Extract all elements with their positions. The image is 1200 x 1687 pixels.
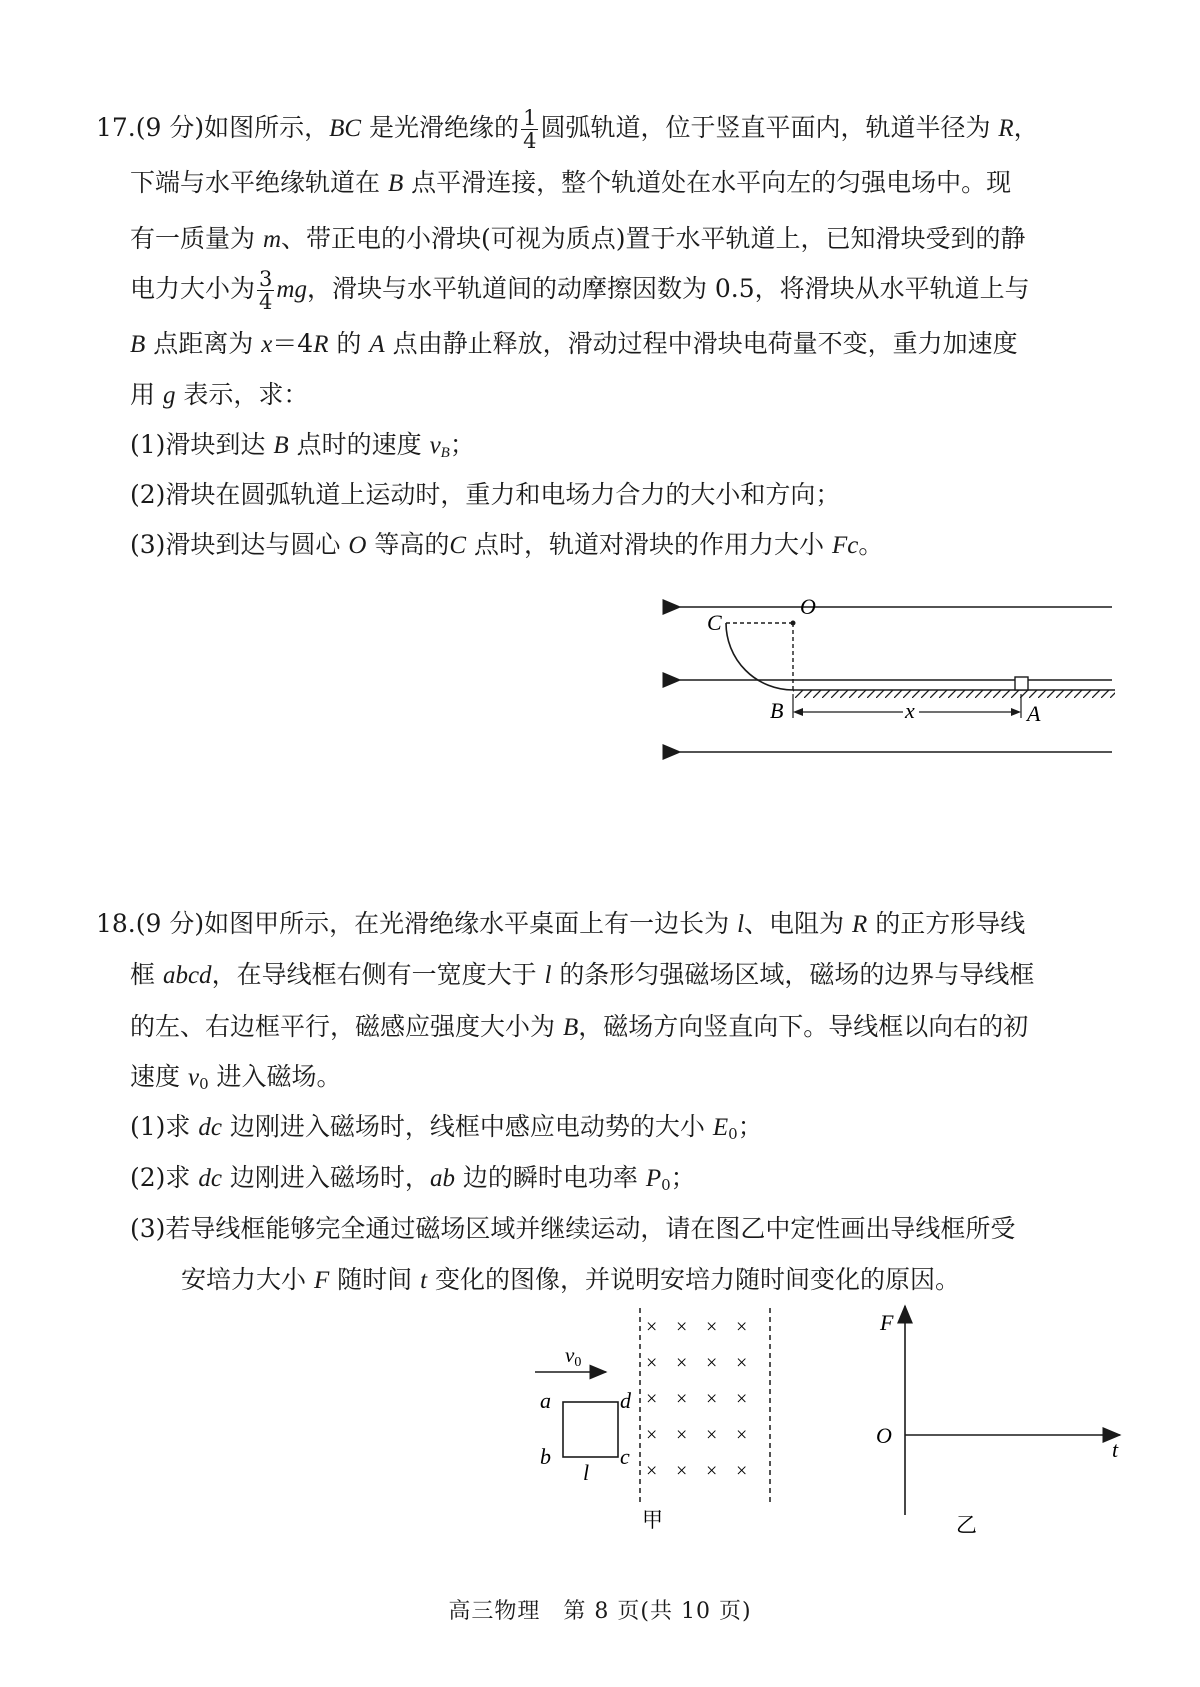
q18-line-3: 的左、右边框平行，磁感应强度大小为 B，磁场方向竖直向下。导线框以向右的初 bbox=[130, 1012, 1029, 1041]
q18-sub-3-line-1: (3)若导线框能够完全通过磁场区域并继续运动，请在图乙中定性画出导线框所受 bbox=[130, 1214, 1016, 1243]
square-wire-frame bbox=[563, 1402, 618, 1457]
q18-figure-yi bbox=[860, 1300, 1130, 1535]
label-O: O bbox=[800, 594, 816, 619]
q18-line-2: 框 abcd，在导线框右侧有一宽度大于 l 的条形匀强磁场区域，磁场的边界与导线框 bbox=[130, 960, 1035, 989]
label-b: b bbox=[540, 1444, 551, 1469]
origin-label-O: O bbox=[876, 1423, 892, 1448]
distance-arrowhead-left bbox=[793, 708, 803, 716]
label-c: c bbox=[620, 1444, 630, 1469]
svg-text:×: × bbox=[646, 1460, 658, 1482]
page-footer: 高三物理 第 8 页(共 10 页) bbox=[448, 1599, 752, 1624]
label-l: l bbox=[583, 1460, 590, 1485]
fraction-one-quarter: $\frac{1}{4}$ bbox=[523, 106, 537, 153]
magnetic-field-crosses bbox=[646, 1316, 747, 1482]
svg-text:×: × bbox=[736, 1388, 748, 1410]
q18-line-4: 速度 $v_0$ 进入磁场。 bbox=[130, 1062, 342, 1093]
svg-text:×: × bbox=[736, 1316, 748, 1338]
figure-caption-yi: 乙 bbox=[956, 1513, 977, 1535]
svg-text:×: × bbox=[646, 1388, 658, 1410]
q17-line-2: 下端与水平绝缘轨道在 B 点平滑连接，整个轨道处在水平向左的匀强电场中。现 bbox=[130, 168, 1012, 197]
svg-text:×: × bbox=[736, 1460, 748, 1482]
label-v0: v0 bbox=[565, 1343, 582, 1370]
svg-text:×: × bbox=[736, 1424, 748, 1446]
q17-line-5: B 点距离为 x＝4R 的 A 点由静止释放，滑动过程中滑块电荷量不变，重力加速度 bbox=[130, 329, 1018, 358]
q18-sub-1: (1)求 dc 边刚进入磁场时，线框中感应电动势的大小 $E_0$； bbox=[130, 1112, 763, 1143]
slider-block bbox=[1015, 677, 1028, 690]
q17-line-4: 电力大小为 $\frac{3}{4}$ mg，滑块与水平轨道间的动摩擦因数为 0.5，将滑块从水平轨道上与 bbox=[130, 267, 1030, 314]
svg-text:×: × bbox=[676, 1388, 688, 1410]
svg-text:×: × bbox=[706, 1388, 718, 1410]
label-C: C bbox=[707, 610, 722, 635]
svg-text:×: × bbox=[706, 1424, 718, 1446]
axis-label-t: t bbox=[1112, 1437, 1119, 1462]
svg-text:×: × bbox=[646, 1316, 658, 1338]
svg-text:×: × bbox=[706, 1352, 718, 1374]
label-a: a bbox=[540, 1388, 551, 1413]
q17-sub-1: (1)滑块到达 B 点时的速度 $v_B$； bbox=[130, 430, 475, 461]
svg-text:×: × bbox=[676, 1316, 688, 1338]
q17-sub-2: (2)滑块在圆弧轨道上运动时，重力和电场力合力的大小和方向； bbox=[130, 480, 841, 509]
q17-line-3: 有一质量为 m、带正电的小滑块(可视为质点)置于水平轨道上，已知滑块受到的静 bbox=[130, 224, 1026, 253]
label-x: x bbox=[905, 698, 915, 723]
q17-figure bbox=[660, 590, 1120, 770]
track-hatching bbox=[793, 690, 1115, 698]
distance-arrowhead-right bbox=[1011, 708, 1021, 716]
svg-text:×: × bbox=[676, 1352, 688, 1374]
svg-text:×: × bbox=[676, 1460, 688, 1482]
q17-sub-3: (3)滑块到达与圆心 O 等高的C 点时，轨道对滑块的作用力大小 Fc。 bbox=[130, 530, 884, 559]
svg-text:×: × bbox=[706, 1460, 718, 1482]
svg-text:×: × bbox=[706, 1316, 718, 1338]
q18-sub-2: (2)求 dc 边刚进入磁场时，ab 边的瞬时电功率 $P_0$； bbox=[130, 1163, 696, 1194]
q17-line-6: 用 g 表示，求： bbox=[130, 380, 309, 409]
q17-line-1: 17.(9 分)如图所示，BC 是光滑绝缘的 $\frac{1}{4}$ 圆弧轨道，位于竖直平面内，轨道半径为 R， bbox=[96, 106, 1039, 153]
fraction-three-quarters: $\frac{3}{4}$ bbox=[259, 267, 273, 314]
label-B: B bbox=[770, 698, 784, 723]
svg-text:×: × bbox=[736, 1352, 748, 1374]
label-A: A bbox=[1027, 701, 1041, 726]
svg-text:×: × bbox=[646, 1424, 658, 1446]
svg-text:×: × bbox=[646, 1352, 658, 1374]
axis-label-F: F bbox=[880, 1310, 894, 1335]
q18-sub-3-line-2: 安培力大小 F 随时间 t 变化的图像，并说明安培力随时间变化的原因。 bbox=[181, 1265, 961, 1294]
q18-figure-jia bbox=[530, 1305, 800, 1530]
center-point bbox=[791, 621, 796, 626]
label-d: d bbox=[620, 1388, 631, 1413]
svg-text:×: × bbox=[676, 1424, 688, 1446]
figure-caption-jia: 甲 bbox=[642, 1508, 663, 1530]
q18-line-1: 18.(9 分)如图甲所示，在光滑绝缘水平桌面上有一边长为 l、电阻为 R 的正方形导线 bbox=[96, 909, 1026, 938]
